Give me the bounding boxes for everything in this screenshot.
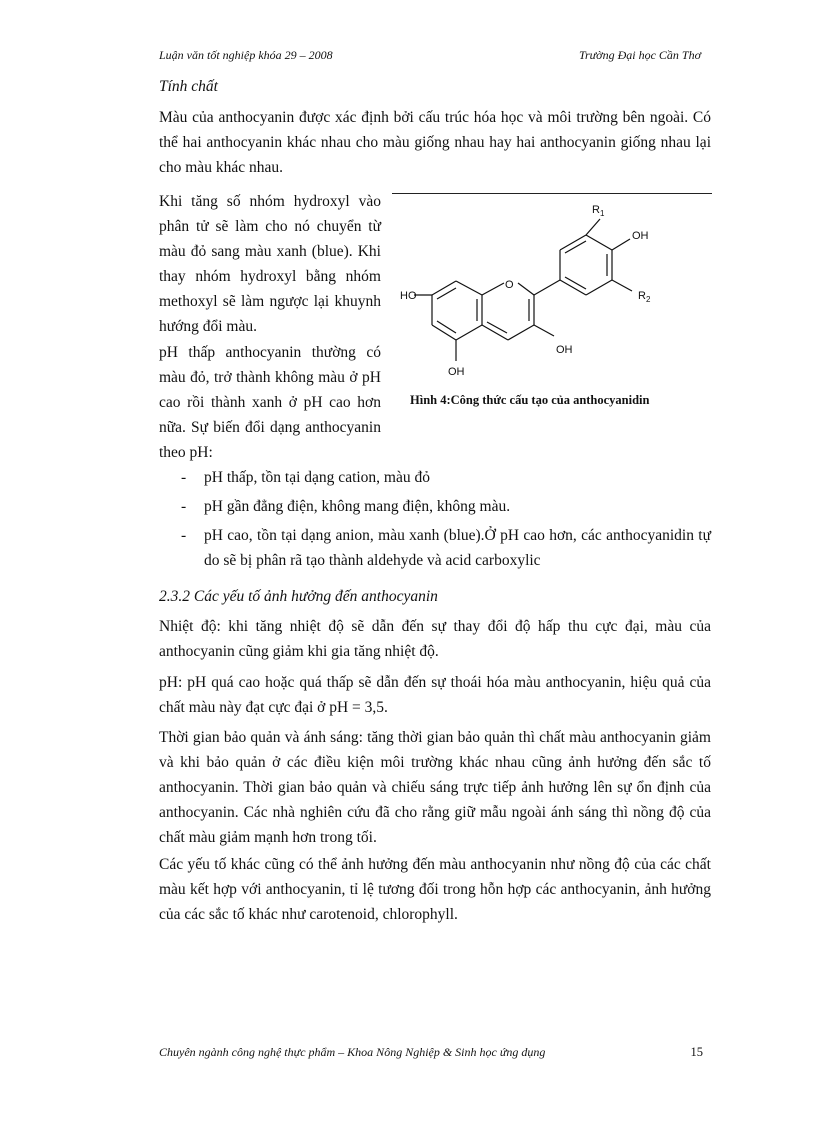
bullet-marker: - bbox=[181, 527, 187, 544]
temperature-paragraph: Nhiệt độ: khi tăng nhiệt độ sẽ dẫn đến sự thay đổi độ hấp thu cực đại, màu của anthocyanin cũng giảm khi gia tăng nhiệt độ. bbox=[159, 618, 711, 660]
bullet-item bbox=[159, 494, 711, 519]
page-header-left: Luận văn tốt nghiệp khóa 29 – 2008 bbox=[159, 48, 333, 62]
page-header-right: Trường Đại học Cần Thơ bbox=[578, 48, 701, 62]
label-ho: HO bbox=[400, 290, 417, 302]
bullet-item bbox=[159, 465, 711, 490]
anthocyanidin-structure bbox=[392, 193, 712, 393]
label-ring-oxygen: O bbox=[505, 279, 514, 291]
ph-bullet-list bbox=[159, 465, 711, 573]
ph-effect-paragraph: pH: pH quá cao hoặc quá thấp sẽ dẫn đến sự thoái hóa màu anthocyanin, hiệu quả của chất màu này đạt cực đại ở pH = 3,5. bbox=[159, 674, 711, 716]
label-oh-c3: OH bbox=[556, 344, 573, 356]
bullet-marker: - bbox=[181, 469, 187, 486]
bullet-text: pH thấp, tồn tại dạng cation, màu đỏ bbox=[204, 469, 430, 486]
bullet-text: pH cao, tồn tại dạng anion, màu xanh (blue).Ở pH cao hơn, các anthocyanidin tự do sẽ bị phân rã tạo thành aldehyde và acid carboxylic bbox=[204, 527, 711, 569]
label-oh-c5: OH bbox=[448, 366, 465, 378]
other-factors-paragraph: Các yếu tố khác cũng có thể ảnh hưởng đến màu anthocyanin như nồng độ của các chất màu kết hợp với anthocyanin, tỉ lệ tương đối trong hỗn hợp các anthocyanin, ảnh hưởng của các sắc tố khác như carotenoid, chlorophyll. bbox=[159, 856, 711, 923]
page-number: 15 bbox=[690, 1045, 703, 1059]
bullet-text: pH gần đẳng điện, không mang điện, không màu. bbox=[204, 498, 511, 515]
storage-light-paragraph: Thời gian bảo quản và ánh sáng: tăng thời gian bảo quản thì chất màu anthocyanin giảm và khi bảo quản ở các điều kiện môi trường khác nhau cũng ảnh hưởng đến sắc tố anthocyanin. Thời gian bảo quản và chiếu sáng trực tiếp ảnh hưởng lên sự ổn định của anthocyanin. Các nhà nghiên cứu đã cho rằng giữ mẫu ngoài ánh sáng thì nồng độ của chất màu giảm mạnh hơn trong tối. bbox=[159, 729, 711, 846]
bullet-item bbox=[159, 523, 711, 573]
bullet-marker: - bbox=[181, 498, 187, 515]
hydroxyl-paragraph: Khi tăng số nhóm hydroxyl vào phân tử sẽ làm cho nó chuyển từ màu đỏ sang màu xanh (blue). Khi thay nhóm hydroxyl bằng nhóm methoxyl sẽ làm ngược lại khuynh hướng đổi màu. bbox=[159, 193, 381, 335]
label-r2: $R_2$ bbox=[638, 290, 651, 304]
section-title: Tính chất bbox=[159, 78, 218, 95]
intro-paragraph: Màu của anthocyanin được xác định bởi cấu trúc hóa học và môi trường bên ngoài. Có thể hai anthocyanin khác nhau cho màu giống nhau hay hai anthocyanin giống nhau lại cho màu khác nhau. bbox=[159, 109, 711, 176]
ph-paragraph: pH thấp anthocyanin thường có màu đỏ, trở thành không màu ở pH cao rồi thành xanh ở pH cao hơn nữa. Sự biến đổi dạng anthocyanin theo pH: bbox=[159, 344, 381, 461]
label-r1: $R_1$ bbox=[592, 204, 605, 218]
subsection-title: 2.3.2 Các yếu tố ảnh hưởng đến anthocyanin bbox=[159, 588, 438, 605]
figure-caption: Hình 4:Công thức cấu tạo của anthocyanidin bbox=[410, 393, 650, 407]
figure-anthocyanidin bbox=[392, 193, 712, 423]
label-oh-para: OH bbox=[632, 230, 649, 242]
page-footer: Chuyên ngành công nghệ thực phẩm – Khoa Nông Nghiệp & Sinh học ứng dụng bbox=[159, 1045, 546, 1059]
